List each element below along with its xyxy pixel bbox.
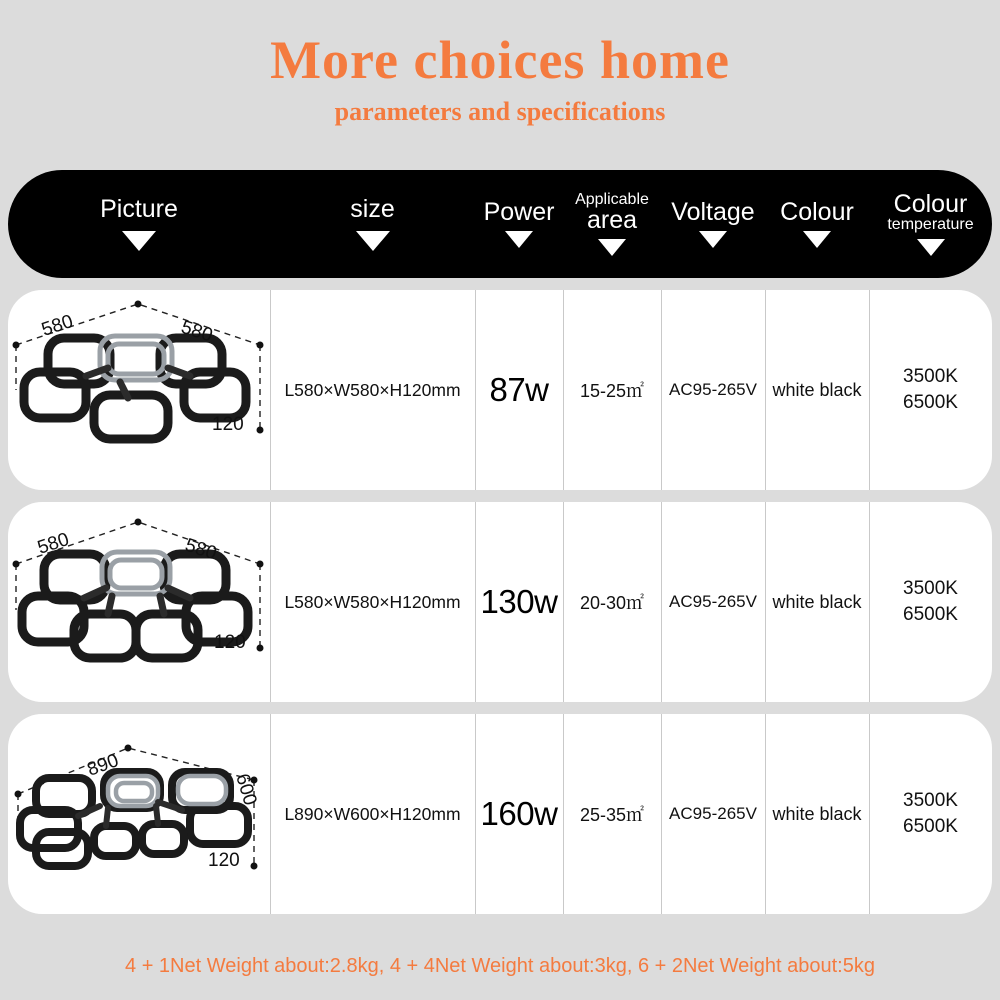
power-value: 87w xyxy=(489,371,549,408)
area-value: 20-30㎡ xyxy=(579,593,645,613)
area-cell xyxy=(563,290,661,490)
table-row xyxy=(8,290,992,490)
colour-temperature-cell xyxy=(869,290,992,490)
lamp-illustration xyxy=(8,714,270,914)
voltage-value: AC95-265V xyxy=(669,804,757,823)
column-header-picture xyxy=(8,170,270,278)
lamp-illustration xyxy=(8,502,270,702)
colour-temperature-value-2: 6500K xyxy=(903,392,958,413)
chevron-down-icon xyxy=(122,231,156,251)
dim-label-h: 120 xyxy=(212,414,244,435)
area-cell xyxy=(563,714,661,914)
product-image-cell xyxy=(8,502,270,702)
chevron-down-icon xyxy=(699,231,727,248)
voltage-cell xyxy=(661,290,765,490)
voltage-cell xyxy=(661,502,765,702)
dim-label-h: 120 xyxy=(208,850,240,871)
area-value: 15-25㎡ xyxy=(579,381,645,401)
dim-label-w2: 600 xyxy=(231,771,261,808)
size-value: L580×W580×H120mm xyxy=(284,591,461,612)
colour-cell xyxy=(765,502,869,702)
colour-temperature-value-2: 6500K xyxy=(903,816,958,837)
dim-label-w1: 580 xyxy=(35,528,72,559)
column-header-voltage-label: Voltage xyxy=(671,198,755,226)
column-header-voltage xyxy=(661,170,765,278)
lamp-diagram-6plus2 xyxy=(8,714,270,914)
colour-temperature-cell xyxy=(869,502,992,702)
column-header-colour-temperature xyxy=(869,170,992,278)
power-value: 160w xyxy=(480,795,558,832)
colour-value: white black xyxy=(772,591,862,612)
power-cell xyxy=(475,290,563,490)
dim-label-h: 120 xyxy=(214,632,246,653)
table-header-row xyxy=(8,170,992,278)
dim-label-w2: 580 xyxy=(182,534,220,565)
size-value: L890×W600×H120mm xyxy=(284,803,461,824)
column-header-area-label: area xyxy=(586,206,638,234)
colour-cell xyxy=(765,714,869,914)
chevron-down-icon xyxy=(917,239,945,256)
power-value: 130w xyxy=(480,583,558,620)
page-title: More choices home xyxy=(270,30,730,90)
dim-label-w2: 580 xyxy=(178,316,216,347)
colour-temperature-value-1: 3500K xyxy=(903,578,958,600)
size-value: L580×W580×H120mm xyxy=(284,379,461,400)
column-header-power-label: Power xyxy=(483,198,555,226)
page-subtitle: parameters and specifications xyxy=(334,96,666,126)
voltage-cell xyxy=(661,714,765,914)
net-weight-note: 4 + 1Net Weight about:2.8kg, 4 + 4Net Weight about:3kg, 6 + 2Net Weight about:5kg xyxy=(125,955,875,977)
column-header-colour-temperature-label: Colour xyxy=(893,190,968,218)
chevron-down-icon xyxy=(803,231,831,248)
lamp-illustration xyxy=(8,290,270,490)
colour-temperature-cell xyxy=(869,714,992,914)
column-header-size xyxy=(270,170,475,278)
power-cell xyxy=(475,714,563,914)
dim-label-w1: 890 xyxy=(84,750,122,781)
colour-temperature-value-1: 3500K xyxy=(903,366,958,388)
table-row xyxy=(8,502,992,702)
chevron-down-icon xyxy=(598,239,626,256)
column-header-colour xyxy=(765,170,869,278)
column-header-picture-label: Picture xyxy=(100,195,178,223)
size-cell xyxy=(270,290,475,490)
spec-table xyxy=(8,170,992,914)
colour-temperature-value-2: 6500K xyxy=(903,604,958,625)
colour-cell xyxy=(765,290,869,490)
chevron-down-icon xyxy=(356,231,390,251)
chevron-down-icon xyxy=(505,231,533,248)
colour-value: white black xyxy=(772,379,862,400)
table-row xyxy=(8,714,992,914)
voltage-value: AC95-265V xyxy=(669,380,757,399)
lamp-diagram-4plus4 xyxy=(8,502,270,702)
column-header-colour-temperature-sublabel: temperature xyxy=(887,216,974,233)
colour-value: white black xyxy=(772,803,862,824)
column-header-size-label: size xyxy=(350,195,395,223)
size-cell xyxy=(270,714,475,914)
size-cell xyxy=(270,502,475,702)
column-header-colour-label: Colour xyxy=(780,198,854,226)
column-header-area-sublabel: Applicable xyxy=(575,191,649,208)
voltage-value: AC95-265V xyxy=(669,592,757,611)
column-header-area xyxy=(563,170,661,278)
product-image-cell xyxy=(8,714,270,914)
area-value: 25-35㎡ xyxy=(579,805,645,825)
product-image-cell xyxy=(8,290,270,490)
area-cell xyxy=(563,502,661,702)
dim-label-w1: 580 xyxy=(39,310,76,341)
power-cell xyxy=(475,502,563,702)
column-header-power xyxy=(475,170,563,278)
colour-temperature-value-1: 3500K xyxy=(903,790,958,812)
lamp-diagram-4plus1 xyxy=(8,290,270,490)
